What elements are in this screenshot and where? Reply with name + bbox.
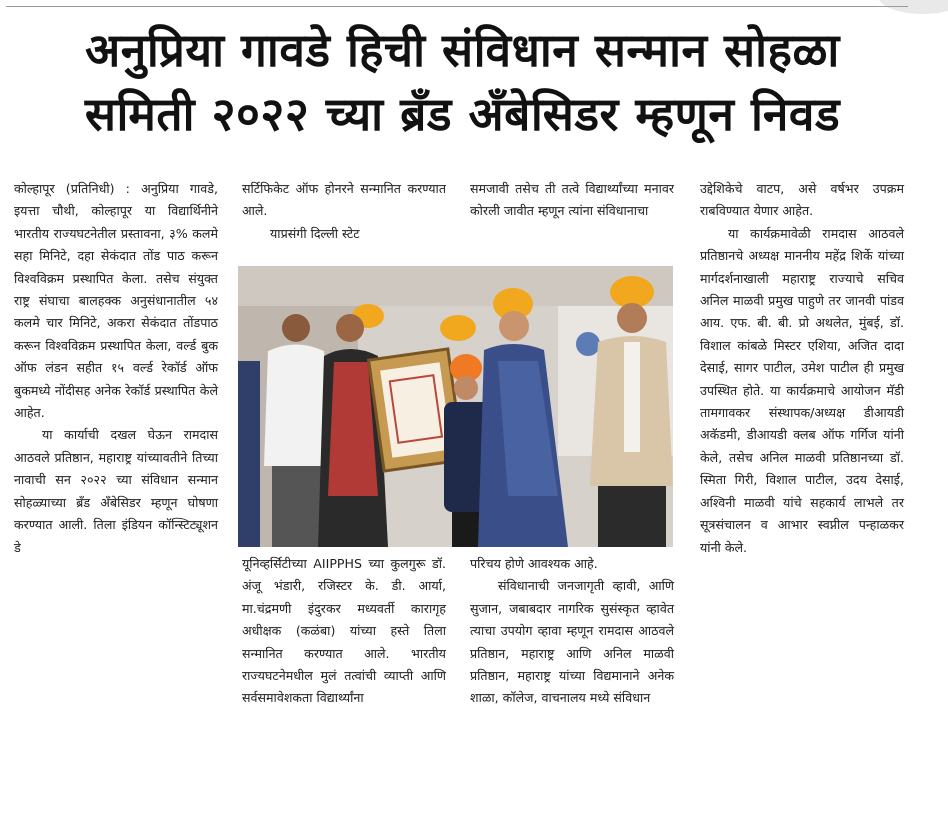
article-column-3-bottom: [470, 553, 674, 710]
article-column-2-top: [242, 178, 446, 268]
paragraph: संविधानाची जनजागृती व्हावी, आणि सुजान, जबाबदार नागरिक सुसंस्कृत व्हावेत त्याचा उपयोग व्हावा म्हणून रामदास आठवले प्रतिष्ठान, महाराष्ट्र आणि अनिल माळवी प्रतिष्ठान, महाराष्ट्र यांच्या विद्यमानाने अनेक शाळा, कॉलेज, वाचनालय मध्ये संविधान: [470, 578, 674, 706]
article-column-2-bottom: [242, 553, 446, 710]
paragraph: उद्देशिकेचे वाटप, असे वर्षभर उपक्रम राबविण्यात येणार आहेत.: [700, 181, 904, 219]
headline-line-2: समिती २०२२ च्या ब्रँड अँबेसिडर म्हणून निवड: [84, 87, 841, 141]
award-ceremony-photo: [238, 266, 673, 547]
paragraph: समजावी तसेच ती तत्वे विद्यार्थ्यांच्या मनावर कोरली जावीत म्हणून त्यांना संविधानाचा: [470, 181, 674, 219]
top-rule: [6, 6, 908, 7]
page-corner-shadow: [878, 0, 948, 14]
paragraph: परिचय होणे आवश्यक आहे.: [470, 556, 598, 571]
article-column-1: [14, 178, 218, 559]
paragraph: या कार्यक्रमावेळी रामदास आठवले प्रतिष्ठानचे अध्यक्ष माननीय महेंद्र शिर्के यांच्या मार्गदर्शनाखाली महाराष्ट्र राज्याचे सचिव अनिल माळवी प्रमुख पाहुणे तर जानवी पांडव आय. एफ. बी. बी. प्रो अथलेत, मुंबई, डॉ. विशाल कांबळे मिस्टर एशिया, अजित दादा देसाई, सागर पाटील, उमेश पाटील ही प्रमुख उपस्थित होते. या कार्यक्रमाचे आयोजन मॅडी तामगावकर संस्थापक/अध्यक्ष डीआयडी अकॅडमी, डीआयडी क्लब ऑफ गर्गिज यांनी केले, तसेच अनिल माळवी प्रतिष्ठानच्या डॉ. स्मिता गिरी, विशाल पाटील, उदय देसाई, अश्विनी माळवी यांचे सहकार्य लाभले तर सूत्रसंचालन व आभार स्वप्नील पन्हाळकर यांनी केले.: [700, 225, 904, 555]
paragraph: या कार्याची दखल घेऊन रामदास आठवले प्रतिष्ठान, महाराष्ट्र यांच्यावतीने तिच्या नावाची सन २०२२ च्या संविधान सन्मान सोहळ्याच्या ब्रँड अँबेसिडर म्हणून घोषणा करण्यात आली. तिला इंडियन कॉन्स्टिट्यूशन डे: [14, 427, 218, 555]
paragraph: कोल्हापूर (प्रतिनिधी) : अनुप्रिया गावडे, इयत्ता चौथी, कोल्हापूर या विद्यार्थिनीने भारतीय राज्यघटनेतील प्रस्तावना, ३% कलमे सहा मिनिटे, दहा सेकंदात तोंड पाठ करून विश्वविक्रम प्रस्थापित केला. तसेच संयुक्त राष्ट्र संघाचा बालहक्क अनुसंधानातील ५४ कलमे चार मिनिटे, अकरा सेकंदात तोंडपाठ करून विश्वविक्रम प्रस्थापित केला, वर्ल्ड बुक ऑफ लंडन सहीत १५ वर्ल्ड रेकॉर्ड ऑफ बुकमध्ये नोंदीसह अनेक रेकॉर्ड प्रस्थापित केले आहेत.: [14, 181, 218, 421]
paragraph: याप्रसंगी दिल्ली स्टेट: [270, 225, 360, 241]
photo-illustration: [238, 266, 673, 547]
article-column-3-top: [470, 178, 674, 268]
headline-line-1: अनुप्रिया गावडे हिची संविधान सन्मान सोहळा: [85, 23, 840, 77]
paragraph: सर्टिफिकेट ऑफ होनरने सन्मानित करण्यात आले.: [242, 181, 446, 219]
article-column-4: [700, 178, 904, 559]
paragraph: यूनिव्हर्सिटीच्या AIIPPHS च्या कुलगुरू डॉ. अंजू भंडारी, रजिस्टर के. डी. आर्या, मा.चंद्रमणी इंदुरकर मध्यवर्ती कारागृह अधीक्षक (कळंबा) यांच्या हस्ते तिला सन्मानित करण्यात आले. भारतीय राज्यघटनेमधील मुलं तत्वांची व्याप्ती आणि सर्वसमावेशकता विद्यार्थ्यांना: [242, 556, 446, 706]
headline: [10, 18, 915, 146]
